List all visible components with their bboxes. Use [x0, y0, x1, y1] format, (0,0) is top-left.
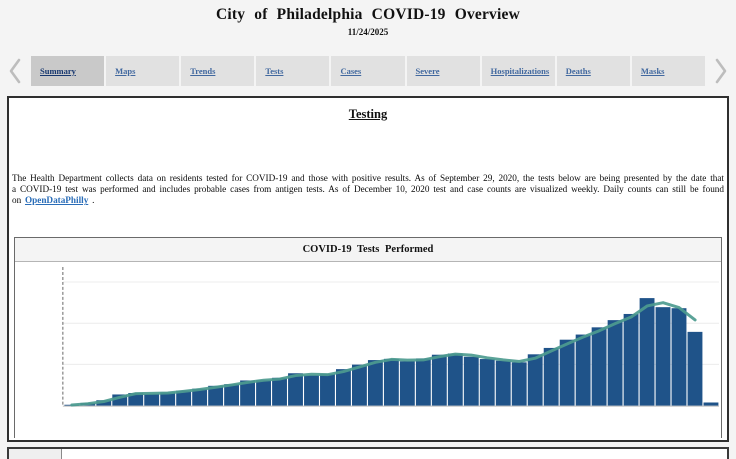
tab-severe[interactable]	[407, 56, 480, 86]
bar-jul-19[interactable]	[368, 360, 383, 406]
bar-oct-11[interactable]	[560, 340, 575, 406]
bar-jul-5[interactable]	[336, 369, 351, 405]
tab-label: Tests	[265, 66, 284, 76]
bar-may-31[interactable]	[256, 380, 271, 405]
bar-nov-22[interactable]	[656, 307, 671, 405]
bar-sep-13[interactable]	[496, 361, 511, 406]
bar-oct-18[interactable]	[576, 335, 591, 406]
tab-label: Summary	[40, 66, 76, 76]
tab-tests[interactable]	[256, 56, 329, 86]
tab-maps[interactable]	[106, 56, 179, 86]
tab-label: Severe	[415, 66, 440, 76]
bar-jul-12[interactable]	[352, 365, 367, 406]
tab-label: Trends	[190, 66, 216, 76]
section-description	[12, 173, 724, 207]
tab-strip	[31, 56, 705, 86]
tests-performed-chart-card	[14, 237, 722, 438]
tab-summary[interactable]	[31, 56, 104, 86]
bar-aug-16[interactable]	[432, 355, 447, 406]
tab-bar	[4, 56, 732, 86]
bar-aug-9[interactable]	[416, 358, 431, 405]
tab-label: Deaths	[565, 66, 591, 76]
bar-nov-8[interactable]	[624, 314, 639, 406]
bar-sep-20[interactable]	[512, 362, 527, 405]
bar-nov-1[interactable]	[608, 320, 623, 405]
description-text-1: The Health Department collects data on residents tested for COVID-19 and those with positive results. As of September 29, 2020, the tests below are being presented by the date that a COVID-19 test was performed and includes probable cases from antigen tests. As of December 10, 2020 test and case counts are visualized weekly. Daily counts can still be found on	[12, 173, 724, 206]
bar-nov-29[interactable]	[672, 308, 687, 405]
description-text-2: .	[88, 195, 95, 206]
chevron-right-icon	[714, 58, 728, 84]
bar-apr-12[interactable]	[144, 394, 159, 406]
tab-cases[interactable]	[331, 56, 404, 86]
scroll-tabs-left-button[interactable]	[4, 56, 26, 86]
opendataphilly-link[interactable]: OpenDataPhilly	[24, 195, 89, 206]
tab-label: Masks	[640, 66, 665, 76]
chart-title: COVID-19 Tests Performed	[15, 238, 721, 262]
bar-jul-26[interactable]	[384, 359, 399, 406]
tab-hospitalizations[interactable]	[482, 56, 555, 86]
bar-oct-4[interactable]	[544, 348, 559, 406]
bar-sep-6[interactable]	[480, 359, 495, 406]
tests-performed-chart[interactable]	[15, 262, 721, 439]
header-date: 11/24/2025	[347, 27, 389, 37]
tab-deaths[interactable]	[557, 56, 630, 86]
tab-trends[interactable]	[181, 56, 254, 86]
next-section-peek	[7, 447, 729, 459]
bar-dec-6[interactable]	[688, 332, 703, 406]
bar-may-17[interactable]	[224, 384, 239, 405]
tab-masks[interactable]	[632, 56, 705, 86]
chevron-left-icon	[8, 58, 22, 84]
chart-plot-area[interactable]	[15, 262, 721, 439]
bar-jun-21[interactable]	[304, 375, 319, 405]
tab-label: Hospitalizations	[490, 66, 550, 76]
bar-sep-27[interactable]	[528, 354, 543, 405]
testing-section	[7, 96, 729, 442]
next-section-axis-cell	[9, 449, 62, 459]
page-title: City of Philadelphia COVID-19 Overview	[215, 6, 520, 23]
section-title: Testing	[348, 107, 388, 121]
bar-dec-13[interactable]	[704, 402, 719, 405]
tab-label: Maps	[115, 66, 136, 76]
bar-aug-23[interactable]	[448, 353, 463, 405]
bar-jun-28[interactable]	[320, 374, 335, 405]
tab-label: Cases	[340, 66, 362, 76]
bar-aug-30[interactable]	[464, 357, 479, 406]
page-header	[0, 0, 736, 37]
bar-oct-25[interactable]	[592, 327, 607, 405]
bar-nov-15[interactable]	[640, 298, 655, 405]
bar-aug-2[interactable]	[400, 361, 415, 405]
bar-jun-7[interactable]	[272, 378, 287, 406]
scroll-tabs-right-button[interactable]	[710, 56, 732, 86]
